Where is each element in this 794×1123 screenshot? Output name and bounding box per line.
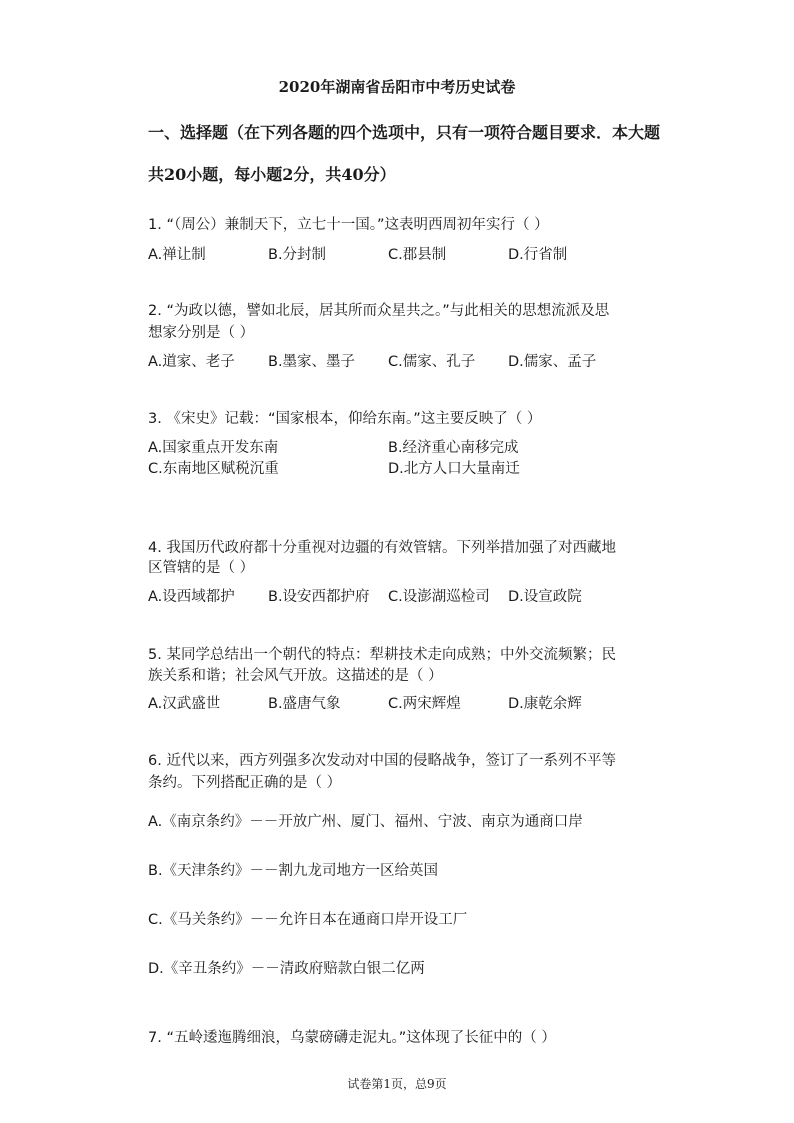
question-6-option-a: A.《南京条约》－－开放广州、厦门、福州、宁波、南京为通商口岸 xyxy=(148,814,583,830)
question-2-option-b: B.墨家、墨子 xyxy=(268,354,356,370)
question-6-stem-line-1: 6. 近代以来，西方列强多次发动对中国的侵略战争，签订了一系列不平等 xyxy=(148,753,616,769)
question-3-option-b: B.经济重心南移完成 xyxy=(388,440,519,456)
question-2-stem-line-1: 2. “为政以德，譬如北辰，居其所而众星共之。”与此相关的思想流派及思 xyxy=(148,303,610,319)
question-1-option-c: C.郡县制 xyxy=(388,247,447,263)
question-6-option-c: C.《马关条约》－－允许日本在通商口岸开设工厂 xyxy=(148,912,468,928)
question-5-stem-line-1: 5. 某同学总结出一个朝代的特点：犁耕技术走向成熟；中外交流频繁；民 xyxy=(148,647,616,663)
question-5-option-d: D.康乾余辉 xyxy=(508,696,582,712)
exam-title: 2020年湖南省岳阳市中考历史试卷 xyxy=(278,78,516,96)
section-heading-line-1: 一、选择题（在下列各题的四个选项中，只有一项符合题目要求．本大题 xyxy=(148,123,661,142)
question-6-stem-line-2: 条约。下列搭配正确的是（ ） xyxy=(148,775,342,791)
question-2-option-c: C.儒家、孔子 xyxy=(388,354,476,370)
question-1-option-b: B.分封制 xyxy=(268,247,327,263)
question-1-option-a: A.禅让制 xyxy=(148,247,206,263)
question-4-option-b: B.设安西都护府 xyxy=(268,589,370,605)
question-2-option-d: D.儒家、孟子 xyxy=(508,354,597,370)
question-1-stem: 1. “（周公）兼制天下，立七十一国。”这表明西周初年实行（ ） xyxy=(148,217,549,233)
section-heading-line-2: 共20小题，每小题2分，共40分） xyxy=(148,165,396,184)
question-4-option-a: A.设西域都护 xyxy=(148,589,235,605)
question-3-stem: 3. 《宋史》记载：“国家根本，仰给东南。”这主要反映了（ ） xyxy=(148,411,542,427)
question-4-stem-line-1: 4. 我国历代政府都十分重视对边疆的有效管辖。下列举措加强了对西藏地 xyxy=(148,540,616,556)
question-2-option-a: A.道家、老子 xyxy=(148,354,235,370)
question-4-option-c: C.设澎湖巡检司 xyxy=(388,589,490,605)
question-4-option-d: D.设宣政院 xyxy=(508,589,582,605)
question-1-option-d: D.行省制 xyxy=(508,247,568,263)
question-6-option-d: D.《辛丑条约》－－清政府赔款白银二亿两 xyxy=(148,961,425,977)
question-5-option-b: B.盛唐气象 xyxy=(268,696,341,712)
question-5-option-a: A.汉武盛世 xyxy=(148,696,221,712)
question-3-option-c: C.东南地区赋税沉重 xyxy=(148,461,279,477)
question-5-stem-line-2: 族关系和谐；社会风气开放。这描述的是（ ） xyxy=(148,668,443,684)
question-6-option-b: B.《天津条约》－－割九龙司地方一区给英国 xyxy=(148,863,439,879)
question-3-option-a: A.国家重点开发东南 xyxy=(148,440,279,456)
question-4-stem-line-2: 区管辖的是（ ） xyxy=(148,560,255,576)
question-3-option-d: D.北方人口大量南迁 xyxy=(388,461,520,477)
question-7-stem: 7. “五岭逶迤腾细浪，乌蒙磅礴走泥丸。”这体现了长征中的（ ） xyxy=(148,1030,556,1046)
question-2-stem-line-2: 想家分别是（ ） xyxy=(148,325,255,341)
page-footer: 试卷第1页，总9页 xyxy=(347,1077,447,1091)
question-5-option-c: C.两宋辉煌 xyxy=(388,696,461,712)
